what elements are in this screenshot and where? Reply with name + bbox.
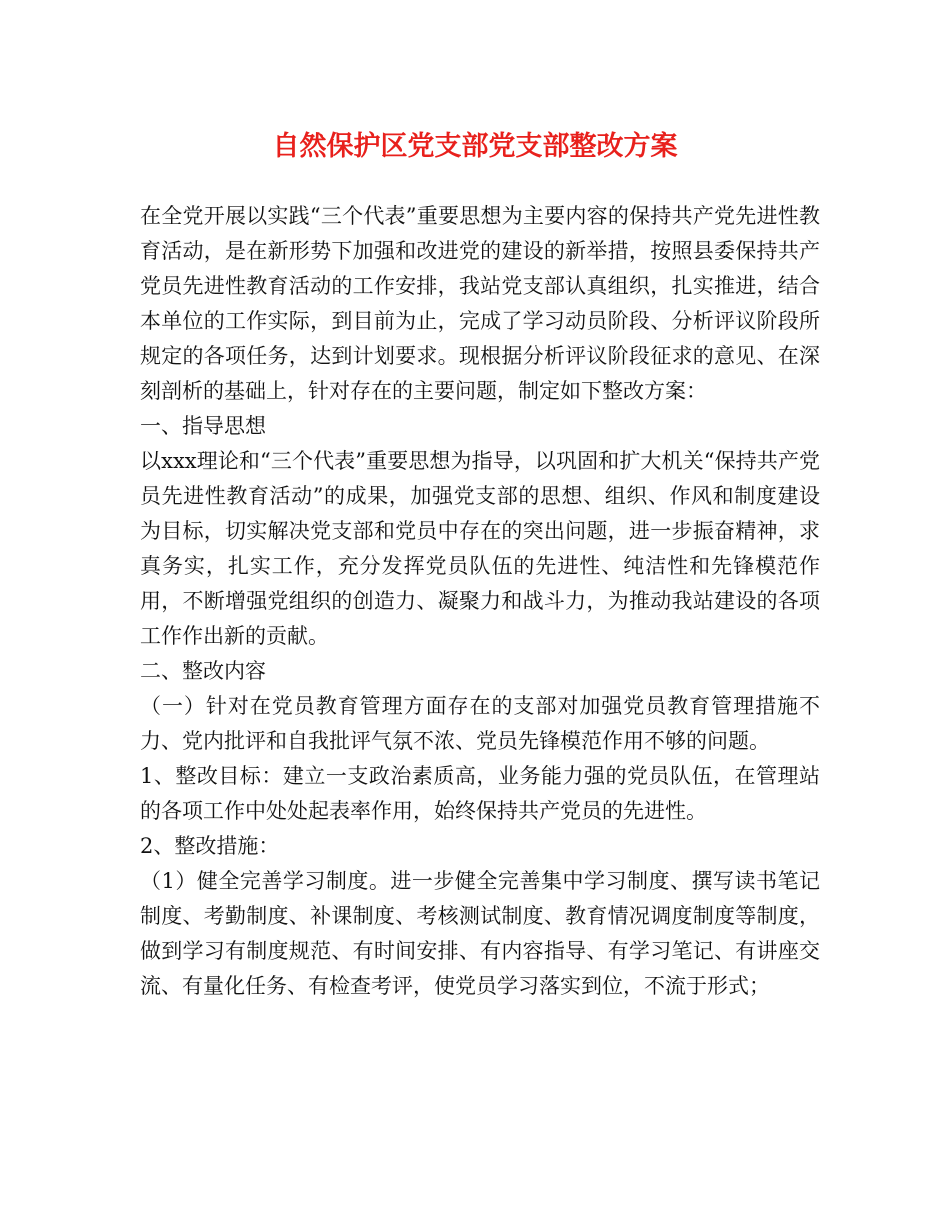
paragraph-measure-one: （1）健全完善学习制度。进一步健全完善集中学习制度、撰写读书笔记制度、考勤制度、补课制度、考核测试制度、教育情况调度制度等制度，做到学习有制度规范、有时间安排、有内容指导、有学习笔记、有讲座交流、有量化任务、有检查考评，使党员学习落实到位，不流于形式； — [140, 869, 820, 998]
heading-guiding-ideology: 一、指导思想 — [140, 414, 266, 438]
paragraph-intro: 在全党开展以实践“三个代表”重要思想为主要内容的保持共产党先进性教育活动，是在新形势下加强和改进党的建设的新举措，按照县委保持共产党员先进性教育活动的工作安排，我站党支部认真组织，扎实推进，结合本单位的工作实际，到目前为止，完成了学习动员阶段、分析评议阶段所规定的各项任务，达到计划要求。现根据分析评议阶段征求的意见、在深刻剖析的基础上，针对存在的主要问题，制定如下整改方案： — [140, 204, 820, 403]
paragraph-issue-one: （一）针对在党员教育管理方面存在的支部对加强党员教育管理措施不力、党内批评和自我批评气氛不浓、党员先锋模范作用不够的问题。 — [140, 694, 820, 753]
document-body — [140, 199, 820, 1004]
paragraph-rectification-goal: 1、整改目标：建立一支政治素质高，业务能力强的党员队伍，在管理站的各项工作中处处起表率作用，始终保持共产党员的先进性。 — [140, 764, 820, 823]
paragraph-rectification-measures: 2、整改措施： — [140, 834, 280, 858]
document-title: 自然保护区党支部党支部整改方案 — [272, 131, 678, 162]
heading-rectification-content: 二、整改内容 — [140, 659, 266, 683]
paragraph-guiding-ideology: 以xxx理论和“三个代表”重要思想为指导，以巩固和扩大机关“保持共产党员先进性教育活动”的成果，加强党支部的思想、组织、作风和制度建设为目标，切实解决党支部和党员中存在的突出问题，进一步振奋精神，求真务实，扎实工作，充分发挥党员队伍的先进性、纯洁性和先锋模范作用，不断增强党组织的创造力、凝聚力和战斗力，为推动我站建设的各项工作作出新的贡献。 — [140, 449, 820, 648]
